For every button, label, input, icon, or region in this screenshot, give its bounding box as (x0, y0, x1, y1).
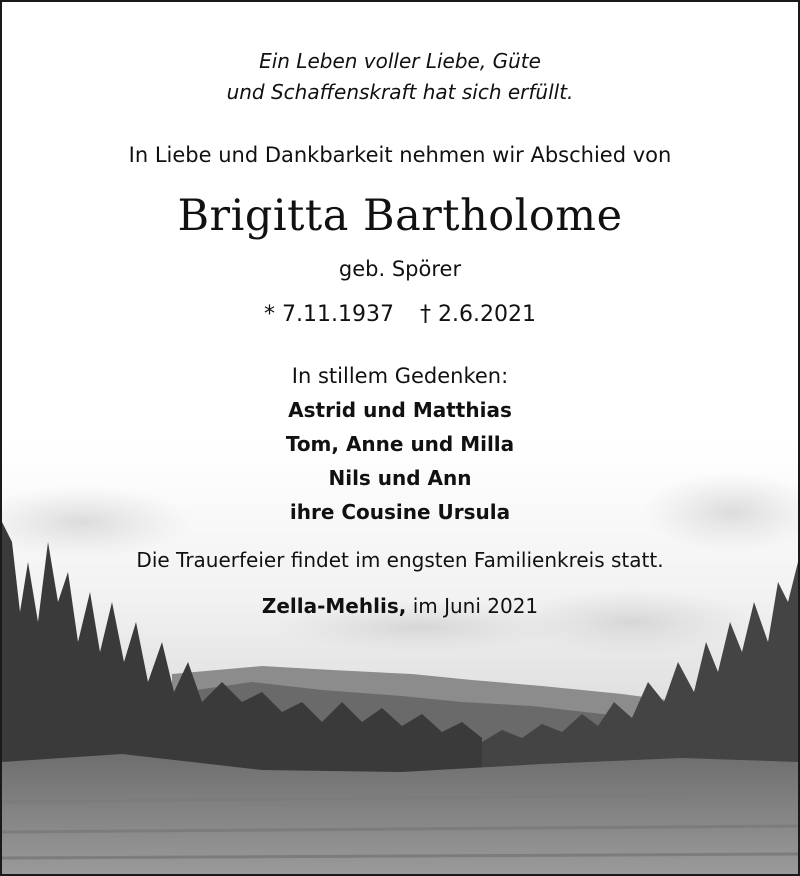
notice-date: im Juni 2021 (412, 594, 539, 618)
mourner-entry: ihre Cousine Ursula (289, 500, 511, 524)
mourner-entry: Nils und Ann (328, 466, 472, 490)
funeral-note: Die Trauerfeier findet im engsten Familienkreis statt. (136, 548, 664, 572)
motto (2, 46, 798, 108)
deceased-name: Brigitta Bartholome (177, 191, 623, 241)
place-and-date (2, 592, 798, 620)
life-dates (2, 300, 798, 330)
birth-date: * 7.11.1937 (264, 302, 394, 327)
intro-text: In Liebe und Dankbarkeit nehmen wir Abschied von (128, 143, 672, 167)
motto-line-1: Ein Leben voller Liebe, Güte (259, 49, 541, 73)
mourners-list (2, 393, 798, 529)
mourner-entry: Astrid und Matthias (288, 398, 512, 422)
motto-line-2: und Schaffenskraft hat sich erfüllt. (226, 80, 574, 104)
maiden-name: geb. Spörer (338, 257, 462, 281)
place: Zella-Mehlis, (261, 594, 407, 618)
death-date: † 2.6.2021 (420, 302, 536, 327)
mourner-entry: Tom, Anne und Milla (285, 432, 515, 456)
mourning-heading: In stillem Gedenken: (291, 364, 509, 388)
